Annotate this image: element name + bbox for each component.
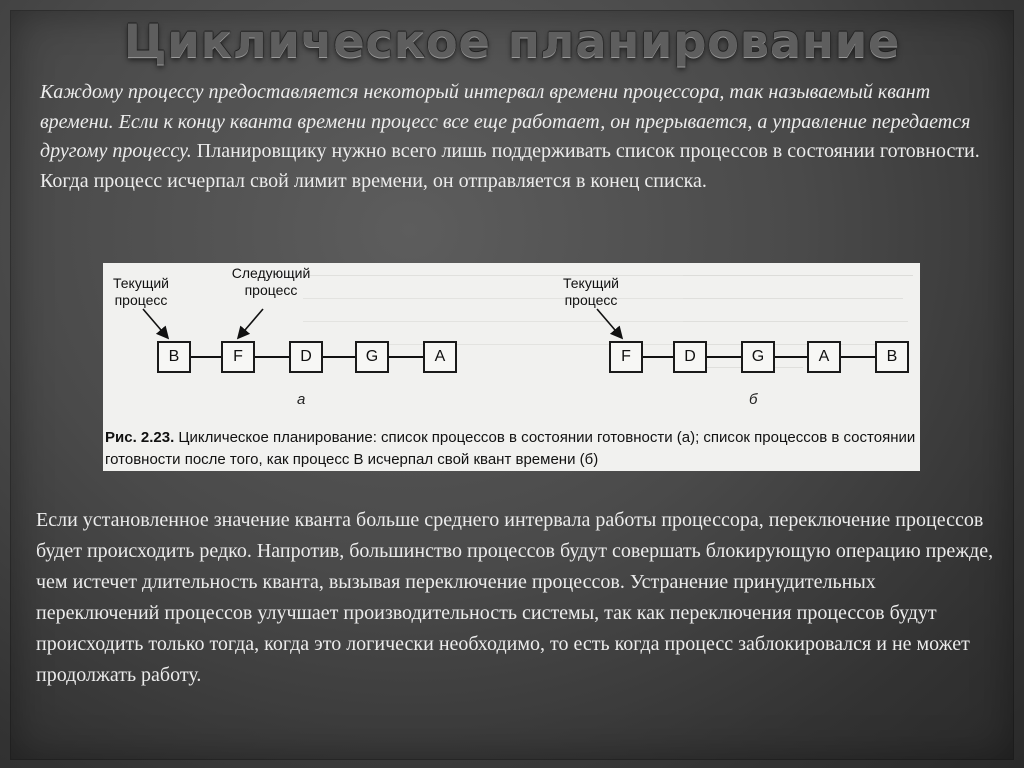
figure-caption: [105, 427, 918, 471]
process-box-a-3: G: [355, 341, 389, 373]
intro-italic-text: Каждому процессу предоставляется некоторый интервал времени процессора, так называемый квант времени. Если к концу кванта времени процесс все еще работает, он прерывается, а управление передается другому процессу.: [40, 81, 971, 163]
caption-text: Циклическое планирование: список процессов в состоянии готовности (а); список процессов в состоянии готовности после того, как процесс B исчерпал свой квант времени (б): [105, 429, 916, 468]
process-box-b-1: D: [673, 341, 707, 373]
process-box-b-0: F: [609, 341, 643, 373]
sublabel-b: б: [749, 391, 758, 408]
sublabel-a: а: [297, 391, 306, 408]
label-current-process-a: Текущий процесс: [113, 275, 169, 308]
process-box-a-2: D: [289, 341, 323, 373]
process-box-a-4: A: [423, 341, 457, 373]
process-box-a-0: B: [157, 341, 191, 373]
process-box-b-4: B: [875, 341, 909, 373]
slide-title: Циклическое планирование: [123, 14, 901, 68]
quantum-paragraph: Если установленное значение кванта больше среднего интервала работы процессора, переключение процессов будет происходить редко. Напротив, большинство процессов будут совершать блокирующую операцию прежде, чем истечет длительность кванта, вызывая переключение процессов. Устранение принудительных переключений процессов улучшает производительность системы, так как переключения процессов будут происходить только тогда, когда это логически необходимо, то есть когда процесс заблокировался и не может продолжать работу.: [36, 509, 994, 686]
intro-regular-text: Планировщику нужно всего лишь поддерживать список процессов в состоянии готовности. Когда процесс исчерпал свой лимит времени, он отправляется в конец списка.: [40, 140, 980, 192]
intro-paragraph: [40, 78, 990, 196]
label-current-process-b: Текущий процесс: [563, 275, 619, 308]
round-robin-figure: [103, 263, 920, 471]
process-box-a-1: F: [221, 341, 255, 373]
process-box-b-3: A: [807, 341, 841, 373]
caption-number: Рис. 2.23.: [105, 429, 175, 446]
label-next-process-a: Следующий процесс: [231, 265, 311, 298]
process-box-b-2: G: [741, 341, 775, 373]
